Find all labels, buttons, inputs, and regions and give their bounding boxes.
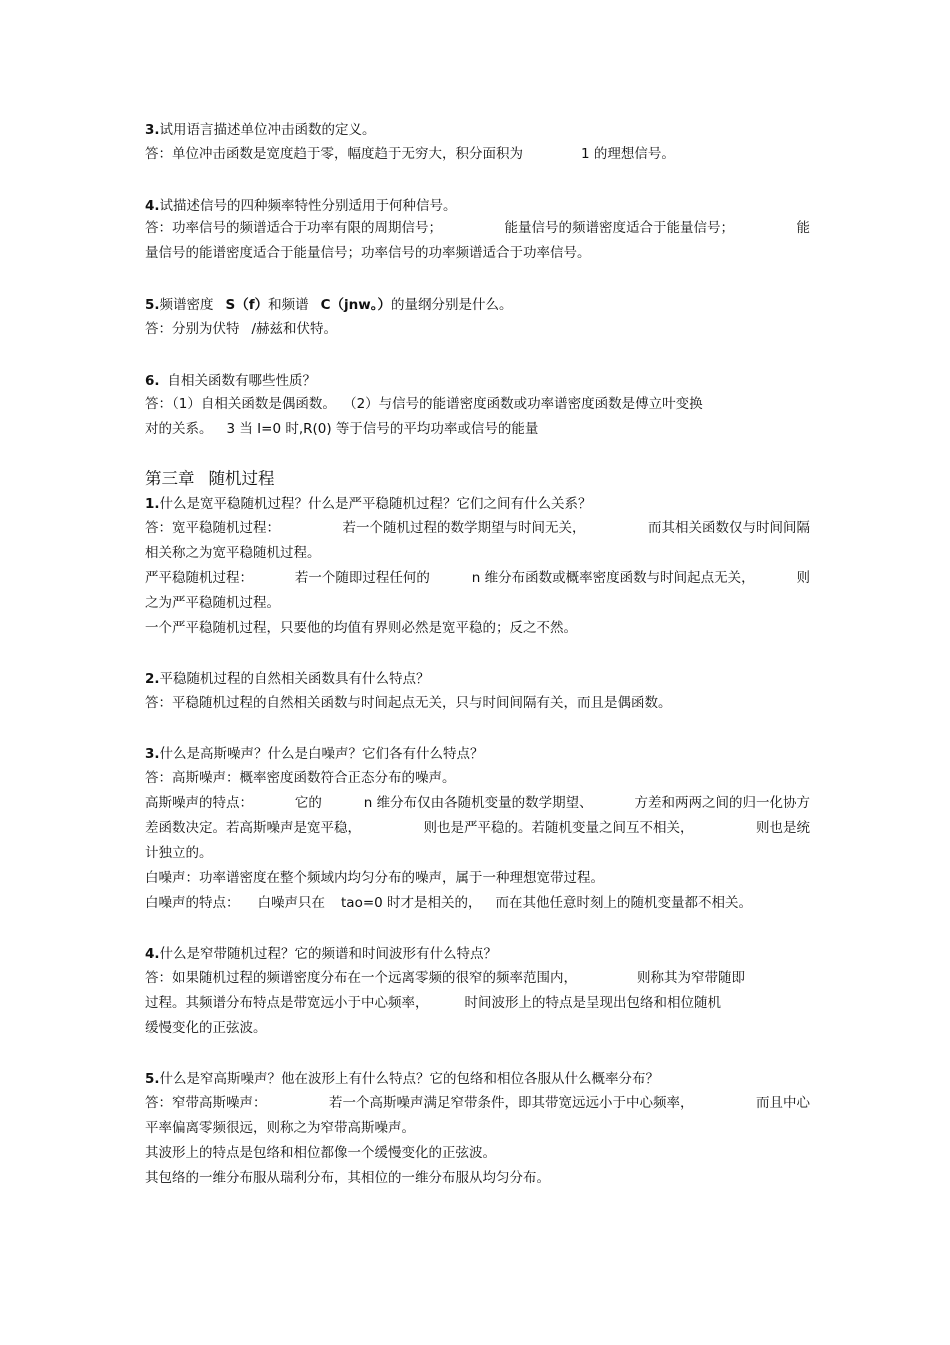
answer-text: 白噪声只在 — [257, 895, 325, 911]
answer-text: 方差和两两之间的归一化协方 — [634, 795, 810, 811]
question-number: 4. — [145, 198, 160, 214]
ch3-answer-4-line-1 — [145, 969, 810, 987]
ch3-question-5 — [145, 1070, 810, 1088]
question-number: 3. — [145, 746, 160, 762]
question-6 — [145, 372, 810, 390]
chapter-name: 随机过程 — [208, 469, 275, 488]
answer-text: 答：如果随机过程的频谱密度分布在一个远离零频的很窄的频率范围内， — [145, 970, 577, 986]
ch3-answer-5-line-4 — [145, 1169, 810, 1187]
question-number: 3. — [145, 122, 160, 138]
ch3-answer-5-line-3 — [145, 1144, 810, 1162]
question-4 — [145, 197, 810, 215]
question-text: 什么是高斯噪声？什么是白噪声？它们各有什么特点？ — [159, 746, 484, 762]
answer-text: 而且中心 — [756, 1095, 810, 1111]
question-number: 5. — [145, 297, 160, 313]
answer-text: n 维分布仅由各随机变量的数学期望、 — [363, 795, 593, 811]
ch3-question-2 — [145, 670, 810, 688]
question-text: 平稳随机过程的自然相关函数具有什么特点？ — [159, 671, 430, 687]
answer-text: 则 — [796, 570, 810, 586]
answer-text: 答：高斯噪声：概率密度函数符合正态分布的噪声。 — [145, 770, 456, 786]
answer-text: 过程。其频谱分布特点是带宽远小于中心频率， — [145, 995, 429, 1011]
answer-text: tao=0 时才是相关的， — [341, 895, 482, 911]
question-number: 1. — [145, 496, 160, 512]
ch3-answer-4-line-2 — [145, 994, 810, 1012]
answer-text: 若一个随机过程的数学期望与时间无关， — [342, 520, 586, 536]
answer-text: 相关称之为宽平稳随机过程。 — [145, 545, 321, 561]
ch3-answer-1-line-1 — [145, 519, 810, 537]
ch3-answer-1-line-4 — [145, 594, 810, 612]
question-text: C（jnw。） — [320, 297, 392, 313]
answer-text: 若一个高斯噪声满足窄带条件，即其带宽远远小于中心频率， — [329, 1095, 694, 1111]
answer-text: 答：（1）自相关函数是偶函数。 — [145, 396, 336, 412]
answer-text: 能 — [796, 220, 810, 236]
question-text: 的量纲分别是什么。 — [391, 297, 513, 313]
answer-text: 答：单位冲击函数是宽度趋于零，幅度趋于无穷大，积分面积为 — [145, 146, 523, 162]
answer-text: 差函数决定。若高斯噪声是宽平稳， — [145, 820, 361, 836]
ch3-answer-3-line-3 — [145, 819, 810, 837]
question-text: 试用语言描述单位冲击函数的定义。 — [159, 122, 376, 138]
answer-3-line-1 — [145, 145, 810, 163]
ch3-question-1 — [145, 495, 810, 513]
ch3-answer-3-line-1 — [145, 769, 810, 787]
answer-text: 缓慢变化的正弦波。 — [145, 1020, 267, 1036]
question-3 — [145, 121, 810, 139]
ch3-answer-3-line-6 — [145, 894, 810, 912]
question-number: 2. — [145, 671, 160, 687]
answer-text: 其波形上的特点是包络和相位都像一个缓慢变化的正弦波。 — [145, 1145, 496, 1161]
answer-text: 则也是统 — [756, 820, 810, 836]
answer-4-line-1 — [145, 219, 810, 237]
answer-text: 答：分别为伏特 — [145, 321, 240, 337]
answer-text: 而其相关函数仅与时间间隔 — [648, 520, 810, 536]
answer-text: 1 的理想信号。 — [581, 146, 675, 162]
answer-text: 之为严平稳随机过程。 — [145, 595, 280, 611]
answer-text: 其包络的一维分布服从瑞利分布，其相位的一维分布服从均匀分布。 — [145, 1170, 550, 1186]
answer-text: 高斯噪声的特点： — [145, 795, 253, 811]
answer-text: 能量信号的频谱密度适合于能量信号； — [504, 220, 734, 236]
answer-text: 一个严平稳随机过程，只要他的均值有界则必然是宽平稳的；反之不然。 — [145, 620, 577, 636]
ch3-answer-1-line-3 — [145, 569, 810, 587]
ch3-answer-4-line-3 — [145, 1019, 810, 1037]
answer-text: 严平稳随机过程： — [145, 570, 253, 586]
ch3-answer-3-line-5 — [145, 869, 810, 887]
answer-text: 白噪声：功率谱密度在整个频域内均匀分布的噪声，属于一种理想宽带过程。 — [145, 870, 604, 886]
question-text: 什么是宽平稳随机过程？什么是严平稳随机过程？它们之间有什么关系？ — [159, 496, 592, 512]
question-text: 什么是窄高斯噪声？他在波形上有什么特点？它的包络和相位各服从什么概率分布？ — [159, 1071, 660, 1087]
answer-text: 时间波形上的特点是呈现出包络和相位随机 — [464, 995, 721, 1011]
question-number: 6. — [145, 373, 160, 389]
answer-text: 白噪声的特点： — [145, 895, 240, 911]
answer-text: 计独立的。 — [145, 845, 213, 861]
answer-text: 则称其为窄带随即 — [637, 970, 745, 986]
chapter-title — [145, 468, 810, 490]
answer-text: 答：窄带高斯噪声： — [145, 1095, 267, 1111]
answer-text: 答：功率信号的频谱适合于功率有限的周期信号； — [145, 220, 442, 236]
ch3-question-4 — [145, 945, 810, 963]
ch3-question-3 — [145, 745, 810, 763]
answer-text: 答：平稳随机过程的自然相关函数与时间起点无关，只与时间间隔有关，而且是偶函数。 — [145, 695, 672, 711]
question-number: 5. — [145, 1071, 160, 1087]
answer-text: 而在其他任意时刻上的随机变量都不相关。 — [495, 895, 753, 911]
question-text: 什么是窄带随机过程？它的频谱和时间波形有什么特点？ — [159, 946, 498, 962]
question-number: 4. — [145, 946, 160, 962]
chapter-number: 第三章 — [145, 469, 195, 488]
answer-6-line-2 — [145, 420, 810, 438]
answer-text: 答：宽平稳随机过程： — [145, 520, 280, 536]
ch3-answer-1-line-5 — [145, 619, 810, 637]
ch3-answer-5-line-2 — [145, 1119, 810, 1137]
answer-text: （2）与信号的能谱密度函数或功率谱密度函数是傅立叶变换 — [349, 396, 703, 412]
question-text: 频谱密度 — [159, 297, 214, 313]
answer-5-line-1 — [145, 320, 810, 338]
answer-text: 平率偏离零频很远，则称之为窄带高斯噪声。 — [145, 1120, 415, 1136]
answer-6-line-1 — [145, 395, 810, 413]
ch3-answer-3-line-2 — [145, 794, 810, 812]
ch3-answer-5-line-1 — [145, 1094, 810, 1112]
answer-text: 它的 — [294, 795, 322, 811]
ch3-answer-2-line-1 — [145, 694, 810, 712]
ch3-answer-1-line-2 — [145, 544, 810, 562]
answer-text: 若一个随即过程任何的 — [294, 570, 430, 586]
answer-text: /赫兹和伏特。 — [251, 321, 338, 337]
question-text: 和频谱 — [268, 297, 309, 313]
answer-text: 则也是严平稳的。若随机变量之间互不相关， — [423, 820, 694, 836]
answer-text: n 维分布函数或概率密度函数与时间起点无关， — [471, 570, 755, 586]
answer-text: 对的关系。 — [145, 421, 213, 437]
answer-text: 量信号的能谱密度适合于能量信号；功率信号的功率频谱适合于功率信号。 — [145, 245, 591, 261]
question-5 — [145, 296, 810, 314]
answer-4-line-2 — [145, 244, 810, 262]
ch3-answer-3-line-4 — [145, 844, 810, 862]
question-text: 自相关函数有哪些性质？ — [167, 373, 317, 389]
question-text: 试描述信号的四种频率特性分别适用于何种信号。 — [159, 198, 457, 214]
question-text: S（f） — [225, 297, 269, 313]
answer-text: 3 当 I=0 时,R(0) 等于信号的平均功率或信号的能量 — [226, 421, 539, 437]
